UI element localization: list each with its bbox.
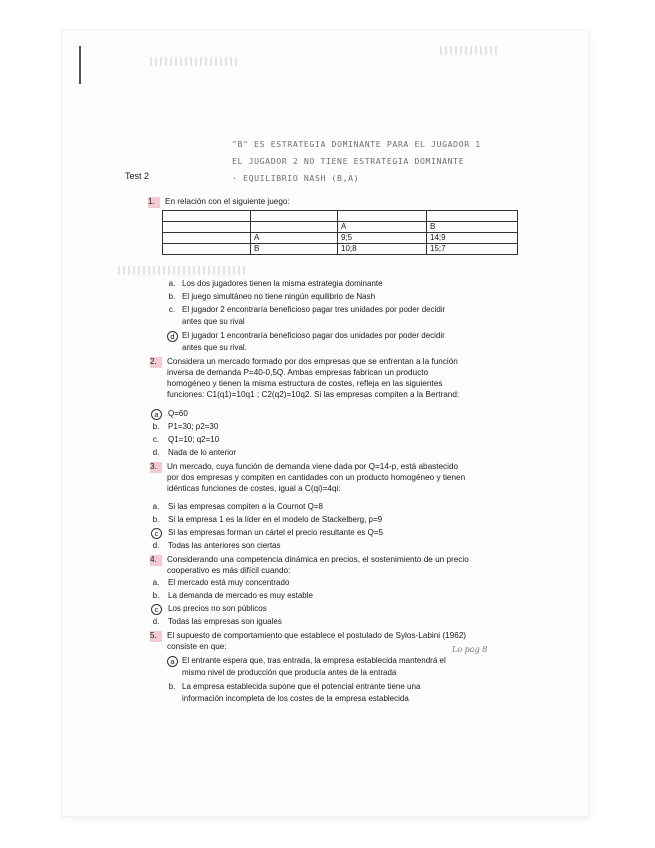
option-text: El jugador 2 encontraría beneficioso pagar tres unidades por poder decidir xyxy=(182,305,446,314)
option-text-continued: antes que su rival. xyxy=(182,343,247,352)
scan-mark xyxy=(79,46,81,84)
question-line: homogéneo y tienen la misma estructura de costes, refleja en las siguientes xyxy=(167,379,443,388)
option-letter: d. xyxy=(152,541,160,550)
table-cell: B xyxy=(251,244,338,255)
test-title: Test 2 xyxy=(125,171,150,181)
question-line: funciones: C1(q1)=10q1 ; C2(q2)=10q2. Si las empresas compiten a la Bertrand: xyxy=(167,390,460,399)
option-text: Si la empresa 1 es la líder en el modelo de Stackelberg, p=9 xyxy=(168,515,383,524)
option-letter-circled: c xyxy=(151,528,162,539)
option-letter: a. xyxy=(152,502,160,511)
scan-smudge xyxy=(150,57,240,66)
table-cell xyxy=(251,222,338,233)
table-cell xyxy=(163,233,251,244)
question-line: Un mercado, cuya función de demanda viene dada por Q=14-p, está abastecido xyxy=(167,462,459,471)
option-text: El juego simultáneo no tiene ningún equilibrio de Nash xyxy=(182,292,376,301)
question-line: El supuesto de comportamiento que establece el postulado de Sylos-Labini (1962) xyxy=(167,631,467,640)
option-letter: b. xyxy=(152,591,160,600)
question-line: Considerando una competencia dinámica en precios, el sostenimiento de un precio xyxy=(167,555,469,564)
question-number: 3. xyxy=(150,462,162,473)
question-number: 4. xyxy=(150,555,162,566)
option-text-continued: información incompleta de los costes de la empresa establecida xyxy=(182,694,409,703)
table-row xyxy=(163,233,518,244)
table-cell: 14;9 xyxy=(427,233,518,244)
question-number: 1. xyxy=(148,197,160,208)
handwritten-note-1: "B" ES ESTRATEGIA DOMINANTE PARA EL JUGADOR 1 xyxy=(232,139,481,149)
option-text: La empresa establecida supone que el potencial entrante tiene una xyxy=(182,682,421,691)
option-text: P1=30; p2=30 xyxy=(168,422,219,431)
option-text: Q1=10; q2=10 xyxy=(168,435,220,444)
option-letter: d. xyxy=(152,617,160,626)
question-line: Considera un mercado formado por dos empresas que se enfrentan a la función xyxy=(167,357,458,366)
option-letter-circled: a xyxy=(167,656,178,667)
table-cell: A xyxy=(251,233,338,244)
payoff-table xyxy=(162,210,518,255)
table-cell: 9;5 xyxy=(338,233,427,244)
question-text: En relación con el siguiente juego: xyxy=(165,197,290,206)
option-text: Todas las anteriores son ciertas xyxy=(168,541,281,550)
question-line: consiste en que: xyxy=(167,642,227,651)
option-letter: c. xyxy=(152,435,160,444)
question-line: cooperativo es más difícil cuando: xyxy=(167,566,291,575)
option-text: Si las empresas compiten a la Cournot Q=8 xyxy=(168,502,323,511)
option-letter-circled: a xyxy=(151,409,162,420)
option-text: Q=60 xyxy=(168,409,188,418)
option-text: El mercado está muy concentrado xyxy=(168,578,290,587)
question-number: 2. xyxy=(150,357,162,368)
option-text: El jugador 1 encontraría beneficioso pagar dos unidades por poder decidir xyxy=(182,331,445,340)
table-row xyxy=(163,211,518,222)
table-cell xyxy=(163,211,251,222)
table-cell: 15;7 xyxy=(427,244,518,255)
question-number: 5. xyxy=(150,631,162,642)
question-line: por dos empresas y compiten en cantidades con un producto homogéneo y tienen xyxy=(167,473,466,482)
option-text: Los dos jugadores tienen la misma estrategia dominante xyxy=(182,279,383,288)
table-row xyxy=(163,244,518,255)
scan-smudge xyxy=(440,46,500,55)
table-cell: B xyxy=(427,222,518,233)
table-cell xyxy=(251,211,338,222)
option-text: Nada de lo anterior xyxy=(168,448,237,457)
table-cell xyxy=(163,244,251,255)
option-letter: b. xyxy=(152,515,160,524)
option-text: Si las empresas forman un cártel el precio resultante es Q=5 xyxy=(168,528,383,537)
handwritten-note-2: EL JUGADOR 2 NO TIENE ESTRATEGIA DOMINANTE xyxy=(232,156,465,166)
option-letter: b. xyxy=(168,682,176,691)
option-text: La demanda de mercado es muy estable xyxy=(168,591,313,600)
scan-smudge xyxy=(118,266,248,275)
option-letter: b. xyxy=(168,292,176,301)
option-letter-circled: c xyxy=(151,604,162,615)
table-cell xyxy=(163,222,251,233)
option-text: Los precios no son públicos xyxy=(168,604,267,613)
option-text-continued: mismo nivel de producción que producía antes de la entrada xyxy=(182,668,397,677)
table-cell: A xyxy=(338,222,427,233)
option-letter: a. xyxy=(152,578,160,587)
option-letter-circled: d xyxy=(167,331,178,342)
table-cell: 10;8 xyxy=(338,244,427,255)
handwritten-note-3: · EQUILIBRIO NASH (B,A) xyxy=(232,173,360,183)
option-letter: a. xyxy=(168,279,176,288)
option-letter: c. xyxy=(168,305,176,314)
option-text-continued: antes que su rival xyxy=(182,317,245,326)
option-letter: b. xyxy=(152,422,160,431)
table-cell xyxy=(338,211,427,222)
table-row xyxy=(163,222,518,233)
question-line: inversa de demanda P=40-0,5Q. Ambas empresas fabrican un producto xyxy=(167,368,429,377)
question-line: idénticas funciones de costes, igual a C(qi)=4qi: xyxy=(167,484,341,493)
option-text: Todas las empresas son iguales xyxy=(168,617,282,626)
option-text: El entrante espera que, tras entrada, la empresa establecida mantendrá el xyxy=(182,656,446,665)
option-letter: d. xyxy=(152,448,160,457)
handwritten-side-note: Lo pag 8 xyxy=(452,645,488,654)
table-cell xyxy=(427,211,518,222)
